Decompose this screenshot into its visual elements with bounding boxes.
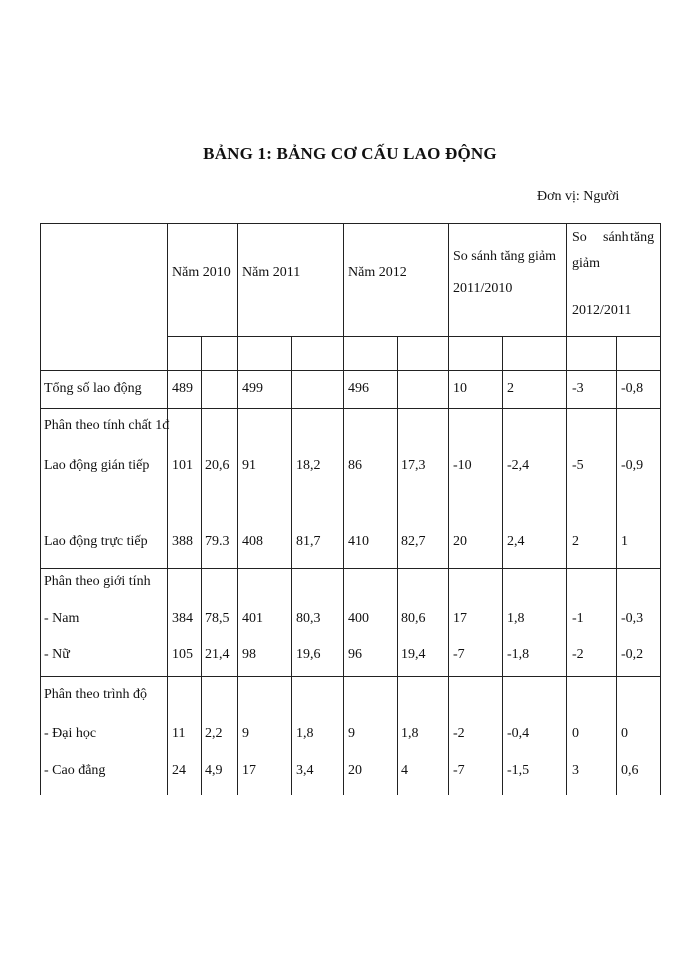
table-border-right <box>660 223 661 795</box>
cell-gian-tiep-8: -5 <box>572 458 584 473</box>
row-divider <box>40 568 661 569</box>
cell-cao-dang-3: 3,4 <box>296 763 314 778</box>
cell-truc-tiep-8: 2 <box>572 534 579 549</box>
cell-gian-tiep-4: 86 <box>348 458 362 473</box>
cell-gian-tiep-9: -0,9 <box>621 458 644 473</box>
cell-cao-dang-9: 0,6 <box>621 763 639 778</box>
cell-nu-7: -1,8 <box>507 647 530 662</box>
header-compare-2012-2011-word: So <box>572 230 587 245</box>
row-divider <box>40 370 661 371</box>
cell-nu-8: -2 <box>572 647 584 662</box>
cell-nam-4: 400 <box>348 611 369 626</box>
cell-gian-tiep-1: 20,6 <box>205 458 230 473</box>
cell-gian-tiep-2: 91 <box>242 458 256 473</box>
cell-dai-hoc-2: 9 <box>242 726 249 741</box>
row-label-male: - Nam <box>44 611 80 626</box>
cell-cao-dang-8: 3 <box>572 763 579 778</box>
cell-nu-5: 19,4 <box>401 647 426 662</box>
cell-nam-3: 80,3 <box>296 611 321 626</box>
row-label-university: - Đại học <box>44 726 97 741</box>
cell-nam-0: 384 <box>172 611 193 626</box>
cell-truc-tiep-4: 410 <box>348 534 369 549</box>
cell-nu-1: 21,4 <box>205 647 230 662</box>
cell-dai-hoc-8: 0 <box>572 726 579 741</box>
cell-truc-tiep-5: 82,7 <box>401 534 426 549</box>
cell-truc-tiep-0: 388 <box>172 534 193 549</box>
cell-nam-2: 401 <box>242 611 263 626</box>
cell-dai-hoc-1: 2,2 <box>205 726 223 741</box>
cell-dai-hoc-9: 0 <box>621 726 628 741</box>
header-year-2010: Năm 2010 <box>172 265 231 280</box>
cell-tong-9: -0,8 <box>621 381 644 396</box>
cell-truc-tiep-7: 2,4 <box>507 534 525 549</box>
header-compare-2012-2011-years: 2012/2011 <box>572 303 632 318</box>
table-border-top <box>40 223 661 224</box>
cell-dai-hoc-5: 1,8 <box>401 726 419 741</box>
row-label-indirect: Lao động gián tiếp <box>44 458 150 473</box>
cell-cao-dang-6: -7 <box>453 763 465 778</box>
cell-truc-tiep-3: 81,7 <box>296 534 321 549</box>
cell-cao-dang-2: 17 <box>242 763 256 778</box>
cell-nam-6: 17 <box>453 611 467 626</box>
cell-truc-tiep-9: 1 <box>621 534 628 549</box>
cell-cao-dang-5: 4 <box>401 763 408 778</box>
cell-nam-8: -1 <box>572 611 584 626</box>
cell-tong-8: -3 <box>572 381 584 396</box>
cell-truc-tiep-1: 79.3 <box>205 534 230 549</box>
col-divider <box>343 223 344 795</box>
row-divider <box>40 408 661 409</box>
unit-label: Đơn vị: Người <box>537 189 620 204</box>
cell-tong-4: 496 <box>348 381 369 396</box>
subcol-divider <box>616 336 617 795</box>
cell-nam-7: 1,8 <box>507 611 525 626</box>
cell-dai-hoc-4: 9 <box>348 726 355 741</box>
subcol-divider <box>502 336 503 795</box>
cell-dai-hoc-0: 11 <box>172 726 186 741</box>
cell-nam-9: -0,3 <box>621 611 644 626</box>
row-label-total: Tổng số lao động <box>44 381 142 396</box>
header-year-2011: Năm 2011 <box>242 265 301 280</box>
cell-gian-tiep-5: 17,3 <box>401 458 426 473</box>
cell-cao-dang-7: -1,5 <box>507 763 530 778</box>
col-divider <box>237 223 238 795</box>
cell-nu-2: 98 <box>242 647 256 662</box>
header-compare-2012-2011-word: tăng <box>630 230 655 245</box>
header-compare-2011-2010-years: 2011/2010 <box>453 281 513 296</box>
group-label-gender: Phân theo giới tính <box>44 574 151 589</box>
cell-nu-9: -0,2 <box>621 647 644 662</box>
cell-tong-7: 2 <box>507 381 514 396</box>
cell-gian-tiep-0: 101 <box>172 458 193 473</box>
cell-truc-tiep-2: 408 <box>242 534 263 549</box>
cell-cao-dang-4: 20 <box>348 763 362 778</box>
cell-tong-2: 499 <box>242 381 263 396</box>
header-compare-2012-2011-word: giảm <box>572 256 600 271</box>
cell-dai-hoc-3: 1,8 <box>296 726 314 741</box>
cell-cao-dang-1: 4,9 <box>205 763 223 778</box>
group-label-education: Phân theo trình độ <box>44 687 148 702</box>
cell-tong-0: 489 <box>172 381 193 396</box>
cell-nu-6: -7 <box>453 647 465 662</box>
header-compare-2011-2010: So sánh tăng giảm <box>453 249 557 264</box>
col-divider <box>566 223 567 795</box>
cell-nu-0: 105 <box>172 647 193 662</box>
cell-dai-hoc-6: -2 <box>453 726 465 741</box>
row-label-female: - Nữ <box>44 647 70 662</box>
cell-gian-tiep-3: 18,2 <box>296 458 321 473</box>
table-border-left <box>40 223 41 795</box>
row-label-college: - Cao đẳng <box>44 763 106 778</box>
subcol-divider <box>201 336 202 795</box>
header-compare-2012-2011-word: sánh <box>603 230 629 245</box>
cell-dai-hoc-7: -0,4 <box>507 726 530 741</box>
cell-nam-1: 78,5 <box>205 611 230 626</box>
cell-truc-tiep-6: 20 <box>453 534 467 549</box>
row-divider <box>40 676 661 677</box>
col-divider <box>167 223 168 795</box>
cell-nam-5: 80,6 <box>401 611 426 626</box>
cell-nu-3: 19,6 <box>296 647 321 662</box>
subcol-divider <box>291 336 292 795</box>
row-label-direct: Lao động trực tiếp <box>44 534 148 549</box>
cell-gian-tiep-7: -2,4 <box>507 458 530 473</box>
cell-gian-tiep-6: -10 <box>453 458 472 473</box>
table-title: BẢNG 1: BẢNG CƠ CẤU LAO ĐỘNG <box>203 144 497 163</box>
cell-tong-6: 10 <box>453 381 467 396</box>
cell-cao-dang-0: 24 <box>172 763 186 778</box>
row-divider <box>167 336 661 337</box>
col-divider <box>448 223 449 795</box>
subcol-divider <box>397 336 398 795</box>
group-label-nature: Phân theo tính chất 1đ <box>44 418 170 433</box>
cell-nu-4: 96 <box>348 647 362 662</box>
header-year-2012: Năm 2012 <box>348 265 407 280</box>
